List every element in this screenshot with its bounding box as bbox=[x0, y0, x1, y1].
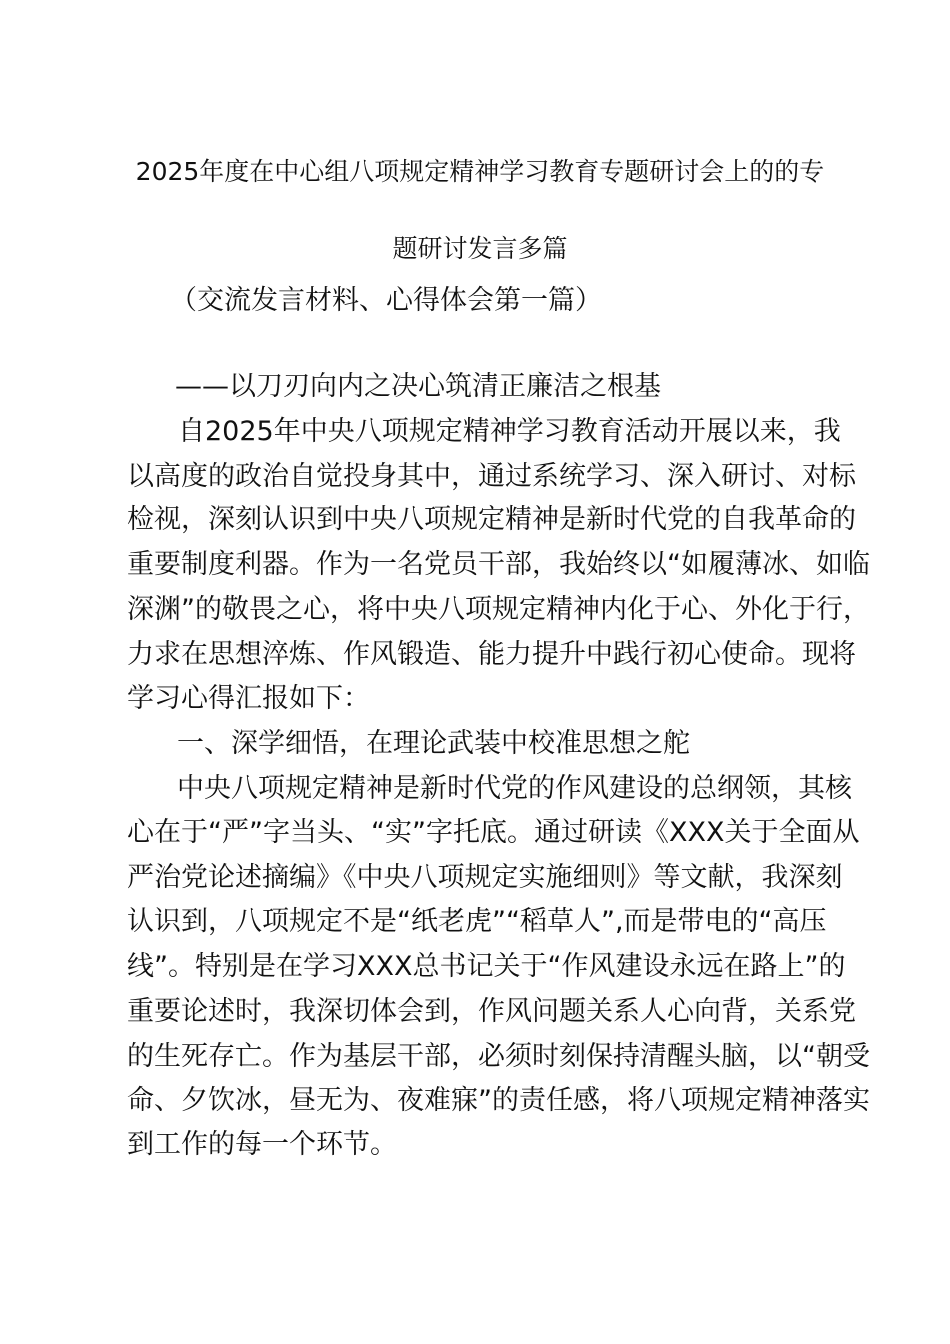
paragraph-line: 学习心得汇报如下： bbox=[127, 683, 370, 714]
paragraph-line: 的生死存亡。作为基层干部，必须时刻保持清醒头脑，以“朝受 bbox=[127, 1041, 870, 1072]
paragraph-line: 到工作的每一个环节。 bbox=[127, 1129, 397, 1160]
paragraph-line: 自2025年中央八项规定精神学习教育活动开展以来，我 bbox=[178, 416, 841, 447]
paragraph-line: 心在于“严”字当头、“实”字托底。通过研读《XXX关于全面从 bbox=[127, 817, 860, 848]
paragraph-line: 重要论述时，我深切体会到，作风问题关系人心向背，关系党 bbox=[127, 996, 856, 1027]
paragraph-line: 线”。特别是在学习XXX总书记关于“作风建设永远在路上”的 bbox=[127, 951, 846, 982]
section-heading: 一、深学细悟，在理论武装中校准思想之舵 bbox=[177, 728, 690, 759]
document-subtitle: （交流发言材料、心得体会第一篇） bbox=[170, 285, 602, 316]
document-title-line-1: 2025年度在中心组八项规定精神学习教育专题研讨会上的的专 bbox=[135, 157, 825, 186]
document-title-line-2: 题研讨发言多篇 bbox=[392, 234, 568, 263]
paragraph-line: 命、夕饮冰，昼无为、夜难寐”的责任感，将八项规定精神落实 bbox=[127, 1085, 870, 1116]
paragraph-line: 认识到，八项规定不是“纸老虎”“稻草人”,而是带电的“高压 bbox=[127, 906, 827, 937]
paragraph-line: 检视，深刻认识到中央八项规定精神是新时代党的自我革命的 bbox=[127, 504, 856, 535]
paragraph-line: 重要制度利器。作为一名党员干部，我始终以“如履薄冰、如临 bbox=[127, 549, 870, 580]
document-epigraph: ——以刀刃向内之决心筑清正廉洁之根基 bbox=[175, 371, 661, 402]
paragraph-line: 中央八项规定精神是新时代党的作风建设的总纲领，其核 bbox=[177, 773, 852, 804]
paragraph-line: 以高度的政治自觉投身其中，通过系统学习、深入研讨、对标 bbox=[127, 461, 856, 492]
paragraph-line: 深渊”的敬畏之心，将中央八项规定精神内化于心、外化于行， bbox=[127, 594, 870, 625]
paragraph-line: 严治党论述摘编》《中央八项规定实施细则》等文献，我深刻 bbox=[127, 862, 843, 893]
paragraph-line: 力求在思想淬炼、作风锻造、能力提升中践行初心使命。现将 bbox=[127, 639, 856, 670]
